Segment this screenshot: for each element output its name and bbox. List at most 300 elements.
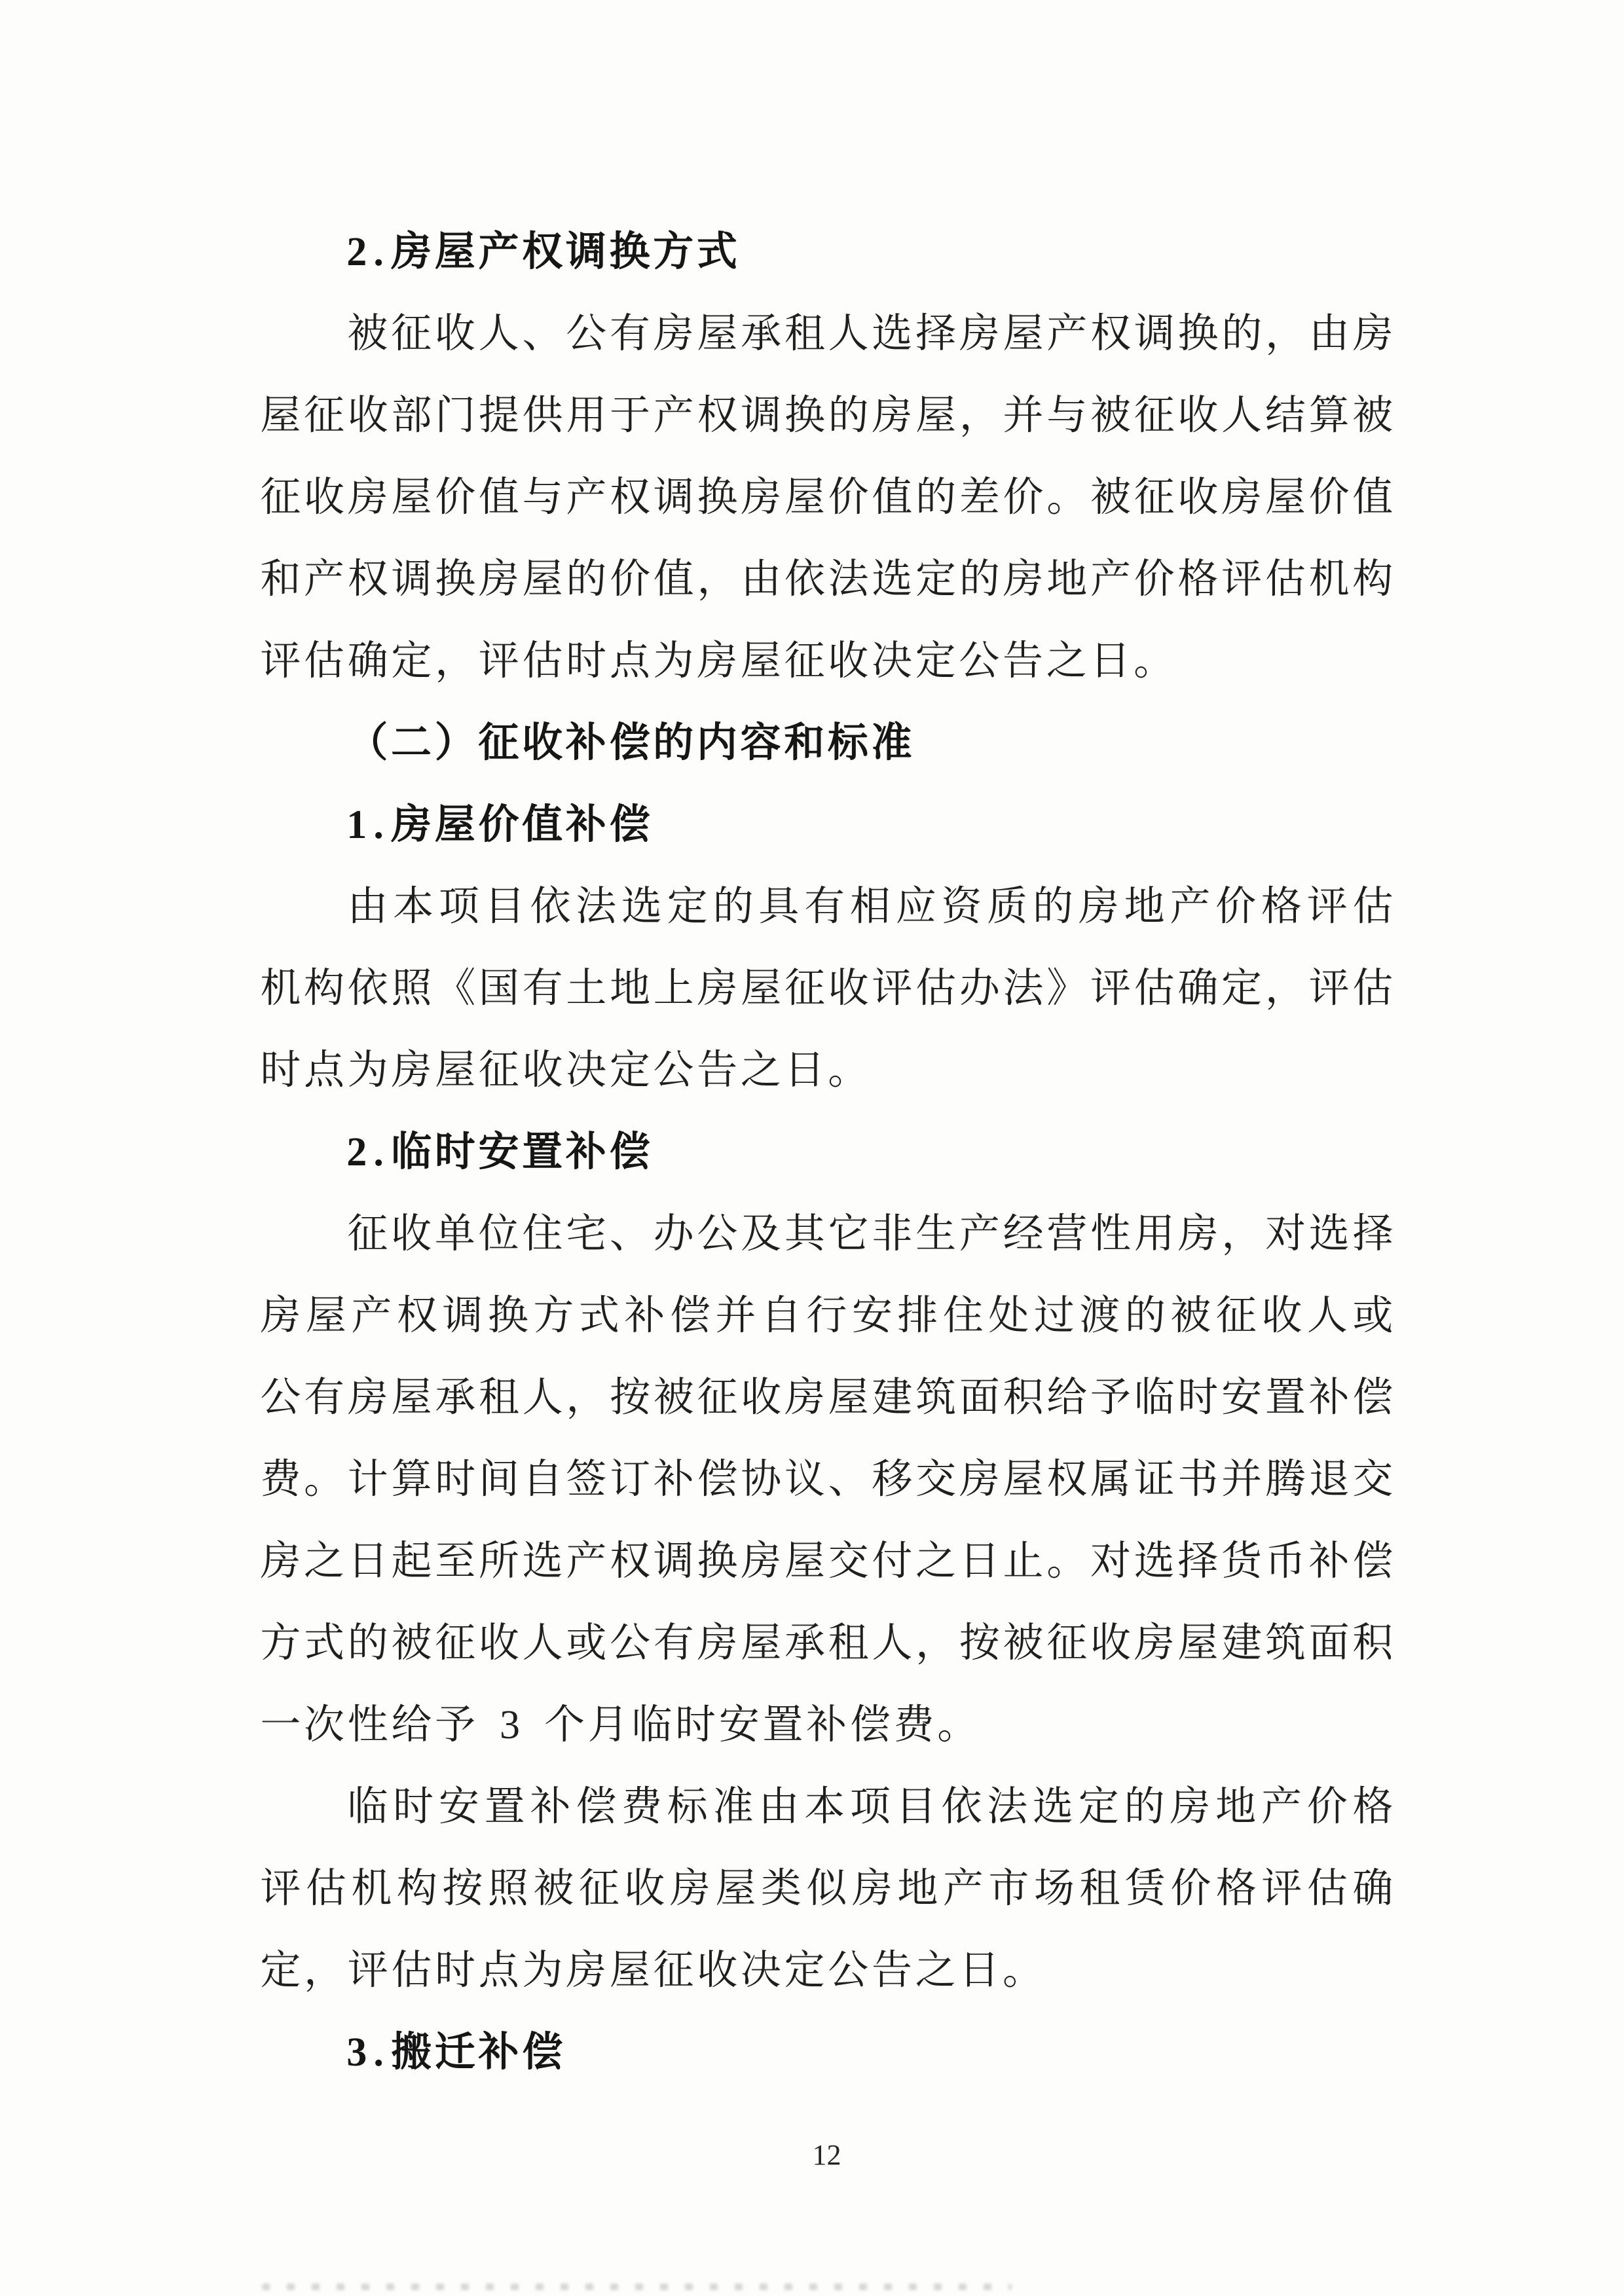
glyph: 时 xyxy=(435,1457,476,1502)
glyph: 被 xyxy=(1090,393,1131,438)
glyph: 被 xyxy=(1003,1620,1044,1666)
glyph: 其 xyxy=(784,1211,825,1256)
glyph: 、 xyxy=(828,1457,869,1502)
text-line xyxy=(259,293,1395,374)
glyph: 渡 xyxy=(1079,1293,1120,1338)
glyph: 按 xyxy=(610,1375,651,1420)
glyph: 有 xyxy=(653,1620,694,1666)
glyph: 产 xyxy=(959,1211,1000,1256)
glyph: 》 xyxy=(1046,966,1088,1011)
glyph: 确 xyxy=(347,638,388,683)
glyph: 产 xyxy=(1046,311,1088,356)
glyph: 之 xyxy=(304,1539,345,1584)
glyph: 由 xyxy=(1308,311,1350,356)
glyph: 产 xyxy=(1261,1784,1302,1829)
glyph: 协 xyxy=(741,1457,782,1502)
glyph: 房 xyxy=(478,556,519,602)
glyph: 权 xyxy=(697,393,738,438)
glyph: 场 xyxy=(1033,1866,1075,1911)
glyph: ） xyxy=(434,720,475,765)
glyph: 位 xyxy=(478,1211,519,1256)
glyph: 公 xyxy=(610,1620,651,1666)
glyph: ， xyxy=(435,638,476,683)
glyph: 偿 xyxy=(697,1457,738,1502)
glyph: 值 xyxy=(653,556,694,602)
glyph: 调 xyxy=(442,1293,483,1338)
glyph: 机 xyxy=(260,966,301,1011)
glyph: 房 xyxy=(1170,1784,1211,1829)
glyph: 选 xyxy=(1134,1539,1175,1584)
glyph: 筑 xyxy=(915,1375,957,1420)
glyph: 评 xyxy=(1308,966,1350,1011)
glyph: 偿 xyxy=(609,720,650,765)
glyph: 应 xyxy=(895,884,936,929)
glyph: 屋 xyxy=(741,966,782,1011)
glyph: 征 xyxy=(478,720,519,765)
glyph: 屋 xyxy=(715,1866,756,1911)
glyph: 市 xyxy=(988,1866,1029,1911)
glyph: 价 xyxy=(435,475,476,520)
glyph: 值 xyxy=(1352,475,1393,520)
glyph: 方 xyxy=(260,1620,301,1666)
glyph: 屋 xyxy=(434,229,475,274)
glyph: 用 xyxy=(566,393,607,438)
glyph: 收 xyxy=(1177,393,1219,438)
text-line xyxy=(259,1602,1395,1684)
glyph: 之 xyxy=(915,1539,957,1584)
text-line xyxy=(259,620,1395,702)
heading-block xyxy=(259,2011,1395,2093)
glyph: 征 xyxy=(1215,1293,1257,1338)
glyph: 估 xyxy=(391,1948,432,1993)
glyph: 式 xyxy=(304,1620,345,1666)
glyph: 补 xyxy=(653,1457,694,1502)
glyph: 为 xyxy=(347,1048,388,1093)
text-line xyxy=(259,1520,1395,1602)
glyph: 《 xyxy=(435,966,476,1011)
glyph: 屋 xyxy=(1177,1620,1219,1666)
glyph: 点 xyxy=(478,1948,519,1993)
glyph: 或 xyxy=(1352,1293,1393,1338)
section-heading xyxy=(259,211,1395,293)
glyph: 屋 xyxy=(305,1293,346,1338)
glyph: 产 xyxy=(566,475,607,520)
glyph: 屋 xyxy=(741,1620,782,1666)
glyph: 按 xyxy=(442,1866,483,1911)
glyph: 构 xyxy=(304,966,345,1011)
heading-block xyxy=(259,211,1395,293)
glyph: 本 xyxy=(393,884,434,929)
glyph: 有 xyxy=(304,1375,345,1420)
glyph: 1 xyxy=(346,802,367,847)
glyph: 日 xyxy=(347,1539,388,1584)
glyph: 安 xyxy=(1221,1375,1263,1420)
glyph: 收 xyxy=(1177,475,1219,520)
glyph: 属 xyxy=(1090,1457,1131,1502)
glyph: 准 xyxy=(871,720,912,765)
glyph: 定 xyxy=(391,638,432,683)
glyph: 评 xyxy=(1306,884,1348,929)
glyph: 公 xyxy=(653,1048,694,1093)
glyph: 房 xyxy=(872,393,913,438)
glyph: 二 xyxy=(391,720,432,765)
glyph: 被 xyxy=(653,1375,694,1420)
glyph: 标 xyxy=(827,720,868,765)
glyph: 补 xyxy=(530,1784,571,1829)
glyph: 屋 xyxy=(740,638,781,683)
glyph: 予 xyxy=(435,1702,476,1747)
glyph: 单 xyxy=(434,1211,475,1256)
glyph: 容 xyxy=(740,720,781,765)
glyph: 面 xyxy=(1308,1620,1350,1666)
glyph: 交 xyxy=(1352,1457,1393,1502)
text-line xyxy=(259,1438,1395,1520)
glyph: 产 xyxy=(566,1539,607,1584)
glyph: ， xyxy=(959,393,1000,438)
glyph: 权 xyxy=(610,1539,651,1584)
glyph: 选 xyxy=(872,556,913,602)
glyph: 屋 xyxy=(697,311,738,356)
glyph: 并 xyxy=(1003,393,1044,438)
glyph: 腾 xyxy=(1264,1457,1306,1502)
text-line xyxy=(259,866,1395,947)
glyph: 临 xyxy=(1134,1375,1175,1420)
glyph: 估 xyxy=(915,966,957,1011)
glyph: 调 xyxy=(741,393,782,438)
glyph: 日 xyxy=(959,1948,1000,1993)
glyph: 构 xyxy=(396,1866,437,1911)
glyph: 交 xyxy=(915,1457,957,1502)
glyph: 评 xyxy=(1090,966,1131,1011)
glyph: 估 xyxy=(1352,966,1393,1011)
glyph: 告 xyxy=(871,1948,912,1993)
glyph: 价 xyxy=(610,556,651,602)
glyph: ， xyxy=(304,1948,345,1993)
glyph: 地 xyxy=(610,966,651,1011)
glyph: 房 xyxy=(697,638,738,683)
glyph: 房 xyxy=(1177,1211,1219,1256)
glyph: 时 xyxy=(434,1129,475,1175)
glyph: 处 xyxy=(988,1293,1029,1338)
glyph: 屋 xyxy=(828,1375,869,1420)
glyph: 证 xyxy=(1134,1457,1175,1502)
glyph: 相 xyxy=(849,884,891,929)
glyph: 标 xyxy=(667,1784,708,1829)
glyph: 部 xyxy=(391,393,432,438)
text-line xyxy=(259,456,1395,538)
glyph: 人 xyxy=(1221,393,1263,438)
glyph: 置 xyxy=(522,1129,563,1175)
glyph: 项 xyxy=(849,1784,891,1829)
glyph: 换 xyxy=(697,1539,738,1584)
glyph: 之 xyxy=(740,1048,781,1093)
glyph: 的 xyxy=(566,556,607,602)
glyph: 房 xyxy=(391,1048,432,1093)
glyph: 选 xyxy=(1308,1211,1350,1256)
glyph: 自 xyxy=(522,1457,563,1502)
glyph: 屋 xyxy=(435,1048,476,1093)
glyph: 被 xyxy=(1352,393,1393,438)
glyph: 供 xyxy=(522,393,563,438)
glyph: 的 xyxy=(347,1620,388,1666)
glyph: 。 xyxy=(828,1048,869,1093)
glyph: 被 xyxy=(1170,1293,1211,1338)
glyph: 人 xyxy=(872,1620,913,1666)
glyph: 收 xyxy=(697,1948,738,1993)
glyph: 经 xyxy=(1003,1211,1044,1256)
glyph: 承 xyxy=(435,1375,476,1420)
glyph: 式 xyxy=(696,229,737,274)
glyph: 本 xyxy=(804,1784,845,1829)
glyph: 偿 xyxy=(609,1129,650,1175)
glyph: 估 xyxy=(1306,1866,1348,1911)
glyph: 价 xyxy=(1134,556,1175,602)
glyph: 营 xyxy=(1046,1211,1088,1256)
glyph: 具 xyxy=(758,884,800,929)
glyph: 的 xyxy=(1033,884,1074,929)
glyph: 上 xyxy=(653,966,694,1011)
glyph: 人 xyxy=(828,311,869,356)
glyph: 差 xyxy=(959,475,1000,520)
glyph: 择 xyxy=(1177,1539,1219,1584)
glyph: 值 xyxy=(522,802,563,847)
glyph: 补 xyxy=(806,1702,847,1747)
glyph: 自 xyxy=(760,1293,802,1338)
glyph: 房 xyxy=(260,1293,301,1338)
glyph: 公 xyxy=(828,1948,869,1993)
glyph: 收 xyxy=(828,966,869,1011)
glyph: 的 xyxy=(959,556,1000,602)
glyph: 被 xyxy=(1090,475,1131,520)
glyph: 征 xyxy=(347,1211,388,1256)
glyph: 产 xyxy=(942,1866,984,1911)
text-line xyxy=(259,1929,1395,2011)
glyph: 予 xyxy=(1090,1375,1131,1420)
section-heading xyxy=(259,702,1395,784)
text-line xyxy=(259,1357,1395,1438)
glyph: 为 xyxy=(522,1948,563,1993)
glyph: 搬 xyxy=(391,2030,432,2075)
glyph: 选 xyxy=(872,311,913,356)
glyph: 补 xyxy=(565,1129,606,1175)
glyph: 费 xyxy=(621,1784,663,1829)
text-line xyxy=(259,1684,1395,1766)
glyph: 估 xyxy=(522,638,563,683)
glyph: 依 xyxy=(784,556,825,602)
bleed-through-marks xyxy=(262,2284,1012,2290)
glyph: 时 xyxy=(260,1048,301,1093)
paragraph-block xyxy=(259,293,1395,702)
glyph: 偿 xyxy=(669,1293,710,1338)
glyph: 的 xyxy=(1124,1784,1165,1829)
glyph: 。 xyxy=(937,1702,978,1747)
glyph: 权 xyxy=(1090,311,1132,356)
glyph: 房 xyxy=(697,1620,738,1666)
glyph: 格 xyxy=(1352,1784,1393,1829)
glyph: 算 xyxy=(1308,393,1350,438)
glyph: 价 xyxy=(828,475,869,520)
glyph: 补 xyxy=(565,720,606,765)
glyph: 屋 xyxy=(391,1375,432,1420)
glyph: 租 xyxy=(1079,1866,1120,1911)
text-line xyxy=(259,1766,1395,1848)
glyph: 征 xyxy=(1046,1620,1088,1666)
glyph: 征 xyxy=(653,1948,694,1993)
glyph: 定 xyxy=(784,1948,825,1993)
glyph: 决 xyxy=(566,1048,607,1093)
glyph: 移 xyxy=(872,1457,913,1502)
glyph: 间 xyxy=(478,1457,519,1502)
glyph: 计 xyxy=(347,1457,388,1502)
glyph: 偿 xyxy=(609,802,650,847)
glyph: 点 xyxy=(304,1048,345,1093)
glyph: 照 xyxy=(391,966,432,1011)
glyph: 和 xyxy=(260,556,301,602)
glyph: 换 xyxy=(487,1293,528,1338)
glyph: ， xyxy=(1221,1211,1263,1256)
paragraph-block xyxy=(259,1766,1395,2011)
glyph: 选 xyxy=(1033,1784,1074,1829)
glyph: 和 xyxy=(784,720,825,765)
glyph: 补 xyxy=(565,802,606,847)
glyph: 估 xyxy=(1134,966,1175,1011)
glyph: 估 xyxy=(304,638,345,683)
heading-block xyxy=(259,702,1395,784)
glyph: 费 xyxy=(893,1702,934,1747)
glyph: 行 xyxy=(806,1293,847,1338)
glyph: 承 xyxy=(784,1620,825,1666)
glyph: 订 xyxy=(610,1457,651,1502)
glyph: 收 xyxy=(347,393,388,438)
glyph: 决 xyxy=(871,638,912,683)
glyph: 方 xyxy=(533,1293,574,1338)
glyph: 时 xyxy=(435,1948,476,1993)
glyph: 时 xyxy=(675,1702,716,1747)
text-line xyxy=(259,1275,1395,1357)
glyph: 它 xyxy=(828,1211,869,1256)
glyph: 租 xyxy=(828,1620,869,1666)
glyph: 补 xyxy=(1308,1539,1350,1584)
glyph: 定 xyxy=(667,884,708,929)
glyph: 屋 xyxy=(434,802,475,847)
section-heading xyxy=(259,2011,1395,2093)
glyph: 告 xyxy=(697,1048,738,1093)
glyph: 补 xyxy=(624,1293,665,1338)
glyph: ， xyxy=(566,1375,607,1420)
glyph: 。 xyxy=(1134,638,1175,683)
glyph: 房 xyxy=(959,311,1000,356)
glyph: 置 xyxy=(484,1784,525,1829)
glyph: 房 xyxy=(741,475,782,520)
glyph: 依 xyxy=(347,966,388,1011)
glyph: 偿 xyxy=(1352,1375,1393,1420)
page-content xyxy=(259,211,1395,2093)
glyph: . xyxy=(373,2030,384,2075)
glyph: 值 xyxy=(872,475,913,520)
glyph: 屋 xyxy=(784,1539,825,1584)
glyph: 一 xyxy=(260,1702,301,1747)
glyph: 法 xyxy=(1003,966,1044,1011)
glyph: 房 xyxy=(391,229,432,274)
section-heading xyxy=(259,784,1395,866)
glyph: 调 xyxy=(391,556,432,602)
glyph: 式 xyxy=(578,1293,619,1338)
glyph: 依 xyxy=(941,1784,982,1829)
glyph: 有 xyxy=(522,966,563,1011)
glyph xyxy=(521,1705,542,1745)
glyph: 房 xyxy=(697,966,738,1011)
glyph: 的 xyxy=(828,393,869,438)
glyph: 房 xyxy=(347,475,388,520)
glyph: 置 xyxy=(1264,1375,1306,1420)
glyph: 被 xyxy=(347,311,388,356)
glyph: 于 xyxy=(610,393,651,438)
glyph: 征 xyxy=(260,475,301,520)
glyph: 选 xyxy=(522,1539,563,1584)
glyph: 准 xyxy=(712,1784,754,1829)
glyph: 的 xyxy=(653,720,694,765)
glyph: 费 xyxy=(260,1457,301,1502)
glyph: 格 xyxy=(1177,556,1219,602)
glyph: 法 xyxy=(576,884,617,929)
glyph: 收 xyxy=(624,1866,665,1911)
glyph: 征 xyxy=(304,393,345,438)
glyph: 收 xyxy=(522,1048,563,1093)
glyph: 屋 xyxy=(260,393,301,438)
glyph: 房 xyxy=(784,1375,825,1420)
glyph: 照 xyxy=(487,1866,528,1911)
glyph: 地 xyxy=(1215,1784,1257,1829)
glyph: 时 xyxy=(566,638,607,683)
glyph: 收 xyxy=(828,638,869,683)
glyph: 性 xyxy=(1090,1211,1132,1256)
glyph: 质 xyxy=(987,884,1028,929)
glyph: 屋 xyxy=(391,475,432,520)
glyph: 估 xyxy=(1264,556,1306,602)
glyph: 房 xyxy=(1134,1620,1175,1666)
glyph: . xyxy=(373,229,384,274)
glyph: 公 xyxy=(697,1211,738,1256)
glyph: 定 xyxy=(915,556,957,602)
glyph: 房 xyxy=(1078,884,1119,929)
glyph: 被 xyxy=(533,1866,574,1911)
glyph: 构 xyxy=(1352,556,1393,602)
glyph: 收 xyxy=(304,475,345,520)
glyph: 收 xyxy=(478,1620,519,1666)
glyph: 权 xyxy=(396,1293,437,1338)
glyph: 退 xyxy=(1308,1457,1350,1502)
glyph: 换 xyxy=(697,475,738,520)
glyph: 征 xyxy=(435,1620,476,1666)
glyph: 权 xyxy=(610,475,651,520)
glyph: ， xyxy=(915,1620,957,1666)
glyph: 资 xyxy=(941,884,982,929)
glyph: 产 xyxy=(653,393,694,438)
glyph: 的 xyxy=(1221,311,1263,356)
glyph: 的 xyxy=(1124,1293,1166,1338)
glyph: 地 xyxy=(1046,556,1088,602)
glyph: 办 xyxy=(959,966,1000,1011)
glyph: 权 xyxy=(1046,1457,1088,1502)
glyph: 征 xyxy=(578,1866,619,1911)
glyph: ， xyxy=(1265,311,1306,356)
glyph: 房 xyxy=(566,1948,607,1993)
glyph: 租 xyxy=(478,1375,519,1420)
glyph: 3 xyxy=(346,2030,367,2075)
section-heading xyxy=(259,1111,1395,1193)
glyph: 房 xyxy=(741,1539,782,1584)
glyph: 屋 xyxy=(609,1948,650,1993)
